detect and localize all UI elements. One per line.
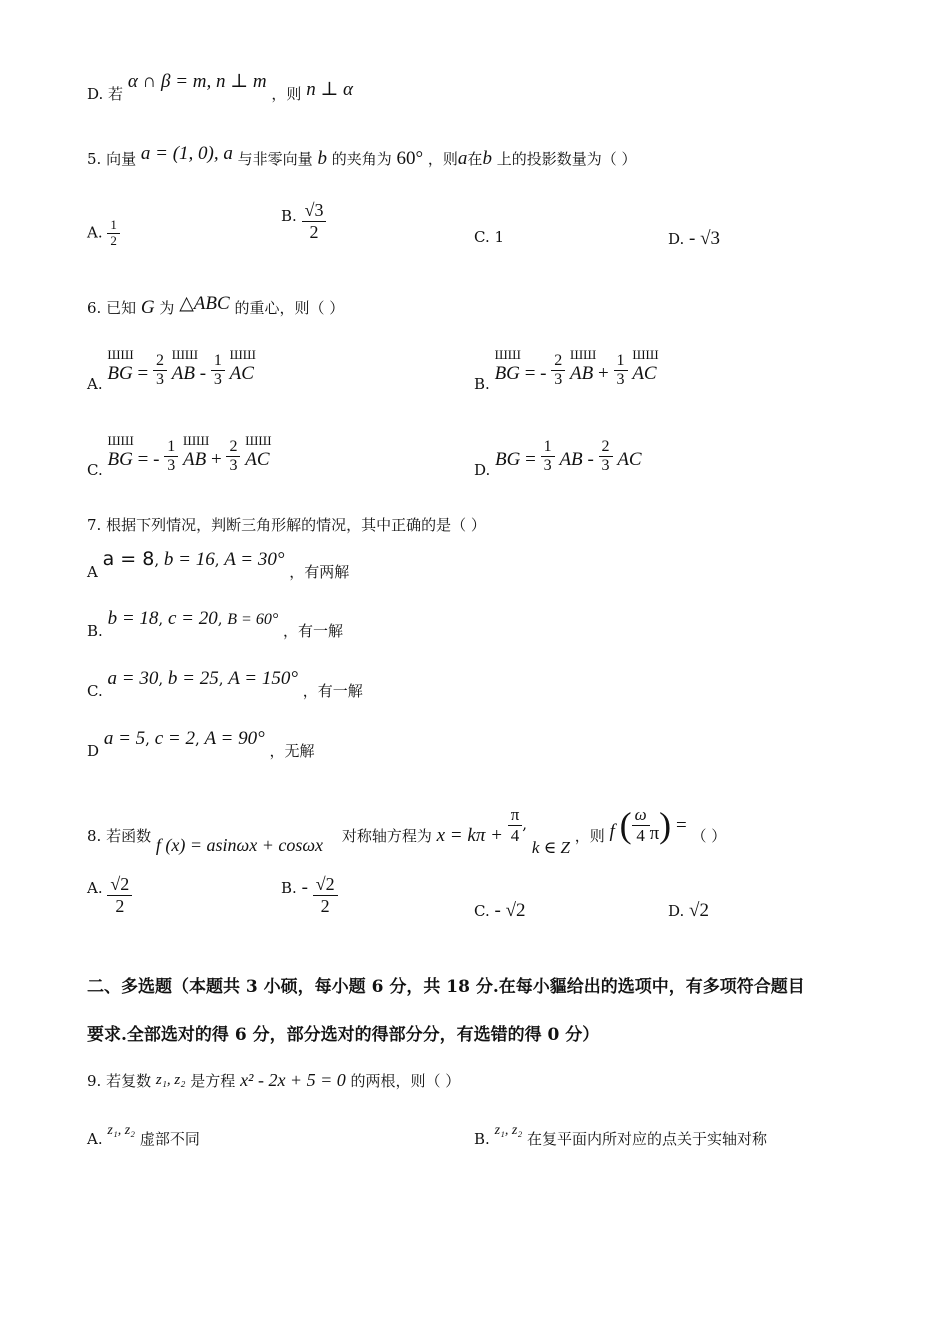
vector-bg: ШШ BG [107,346,134,384]
option-label: B. [281,207,297,226]
vector-bg: BG [495,448,521,470]
math-expr: √2 [689,900,709,921]
q5-option-d [668,228,720,250]
option-label: B. [474,1130,490,1148]
fraction: $\frac{2}{3}$ [599,438,613,476]
text: ，无解 [269,742,315,760]
math-expr: - √3 [689,228,721,249]
q6-option-b: B. ШШ BG = - $\frac{2}{3}$ ШШ AB + $\frac{1}{3}$ ШШ AC [474,346,659,393]
section-heading-cont: 要求.全部选对的得 6 分，部分选对的得部分分，有选错的得 0 分） [87,1025,600,1045]
option-label: C. [87,682,103,700]
text: ，有两解 [289,563,350,581]
math-expr: a = (1, 0), a [140,143,233,164]
text: 8. 若函数 [87,827,152,845]
math-var: G [140,297,155,318]
option-label: A. [87,879,103,898]
text: 7. 根据下列情况，判断三角形解的情况，其中正确的是（ ） [87,516,486,534]
question-9-stem [87,1070,460,1091]
math-expr: c = 2 [154,728,195,749]
text: 是方程 [190,1072,236,1090]
option-label: C. [474,902,490,920]
math-var: a [457,148,468,169]
math-var: π [649,823,660,844]
q9-option-a [87,1123,200,1149]
math-expr: z₁, z₂ [155,1072,186,1088]
question-5-stem [87,143,637,170]
q5-option-a [87,218,120,249]
math-expr: △ABC [179,293,230,314]
q9-option-b [474,1123,768,1149]
math-var: f [609,821,615,842]
q5-option-c [474,228,504,246]
option-label: D. 若 [87,85,124,103]
text: 的两根，则（ ） [350,1072,461,1090]
q7-option-c: C. a = 30, b = 25, A = 150° ，有一解 [87,668,363,700]
text: 为 [159,299,175,317]
option-label: C. 1 [474,228,505,246]
vector-ac: AC [617,448,642,470]
q8-option-d [668,900,709,922]
q4-option-d [87,71,354,105]
math-expr: A = 30° [224,549,285,570]
math-expr: A = 90° [204,728,265,749]
text: ，有一解 [283,622,344,640]
text: 在 [467,150,483,168]
question-7-stem [87,514,486,535]
fraction: $\frac{√2}{2}$ [313,874,338,916]
math-expr: α ∩ β = m, n ⊥ m [127,71,267,92]
math-expr: - √2 [494,900,526,921]
fraction: $\frac{\omega}{4}$ [632,805,650,845]
option-label: B. [474,374,490,393]
fraction: $\frac{1}{3}$ [211,352,225,390]
math-var: - [301,877,308,899]
fraction: $\frac{√3}{2}$ [302,200,327,242]
option-label: A. [87,1130,103,1148]
section-heading: 二、多选题（本题共 3 小硕，每小题 6 分，共 18 分.在每小貙给出的选项中，有多项符合题目 [87,977,805,997]
math-expr: x² - 2x + 5 = 0 [240,1070,346,1090]
vector-ab: ШШ AB [182,432,210,470]
vector-bg: ШШ BG [494,346,521,384]
text: 6. 已知 [87,299,137,317]
fraction: $\frac{1}{3}$ [614,352,628,390]
fraction: $\frac{2}{3}$ [153,352,167,390]
math-expr: z₁, z₂ [107,1123,136,1138]
text: 9. 若复数 [87,1072,152,1090]
option-label: D. [668,902,685,920]
option-label: B. [281,879,297,898]
q7-option-b: B. b = 18, c = 20, B = 60° ，有一解 [87,608,344,640]
math-expr: z₁, z₂ [494,1123,523,1138]
q8-option-c [474,900,526,922]
math-expr: b = 16 [163,549,215,570]
option-label: A [87,563,98,581]
math-expr: a = 5 [103,728,146,749]
vector-ab: AB [559,448,583,470]
text: ，则 [271,85,302,103]
vector-bg: ШШ BG [107,432,134,470]
text: 5. 向量 [87,150,137,168]
math-var: b [317,148,327,169]
text: 的重心，则（ ） [234,299,345,317]
vector-ab: ШШ AB [570,346,597,384]
fraction: $\frac{\pi}{4}$ [508,805,523,845]
question-6-stem [87,293,345,319]
text: ，则 [574,827,605,845]
math-var: b [482,148,492,169]
fraction: $\frac{√2}{2}$ [107,874,132,916]
text: 对称轴方程为 [341,827,432,845]
vector-ac: ШШ AC [229,346,256,384]
question-8-stem: 8. 若函数 f (x) = asinωx + cosωx 对称轴方程为 x = kπ + $\frac{\pi}{4}$ , k ∈ Z ，则 f ( $\frac{\omega}{4}$ π) = （ ） [87,804,727,857]
text: 虚部不同 [139,1130,200,1148]
option-label: D [87,742,100,760]
option-label: D. [474,460,491,479]
math-expr: b = 18 [107,608,159,629]
q7-option-d: D a = 5, c = 2, A = 90° ，无解 [87,728,315,760]
math-expr: a = 30 [107,668,159,689]
option-label: A. [87,374,103,393]
math-expr: B = 60° [227,611,279,628]
text: （ ） [691,827,727,845]
option-label: B. [87,622,103,640]
text: ，有一解 [302,682,363,700]
option-label: C. [87,460,103,479]
text: 的夹角为 [331,150,392,168]
math-expr: k ∈ Z [531,838,570,857]
math-expr: 60° [396,148,424,169]
q6-option-d: D. BG = $\frac{1}{3}$ AB - $\frac{2}{3}$ AC [474,438,642,479]
fraction: $\frac{2}{3}$ [551,352,565,390]
math-expr: n ⊥ α [306,79,354,100]
fraction: $\frac{1}{3}$ [164,438,178,476]
option-label: A. [87,223,103,242]
math-expr: b = 25 [167,668,219,689]
math-var: = [675,815,687,836]
math-expr: A = 150° [228,668,298,689]
fraction: $\frac{2}{3}$ [226,438,240,476]
vector-ac: ШШ AC [632,346,659,384]
math-expr: f (x) = asinωx + cosωx [155,835,324,855]
fraction: $\frac{1}{3}$ [541,438,555,476]
q7-option-a: A a = 8, b = 16, A = 30° ，有两解 [87,548,350,581]
text: ，则 [427,150,458,168]
option-label: D. [668,230,685,248]
fraction: $\frac{1}{2}$ [107,218,120,249]
q8-option-b [281,874,338,916]
q8-option-a [87,874,132,916]
q6-option-a: A. ШШ BG = $\frac{2}{3}$ ШШ AB - $\frac{1}{3}$ ШШ AC [87,346,256,393]
text: 与非零向量 [237,150,313,168]
q5-option-b [281,200,326,242]
text: 在复平面内所对应的点关于实轴对称 [527,1130,768,1148]
q6-option-c: C. ШШ BG = - $\frac{1}{3}$ ШШ AB + $\frac{2}{3}$ ШШ AC [87,432,272,479]
text: 上的投影数量为（ ） [496,150,637,168]
vector-ab: ШШ AB [171,346,199,384]
math-expr: c = 20 [167,608,218,629]
math-expr: a = 8 [102,548,155,570]
vector-ac: ШШ AC [245,432,272,470]
math-expr: x = kπ + [436,825,503,846]
